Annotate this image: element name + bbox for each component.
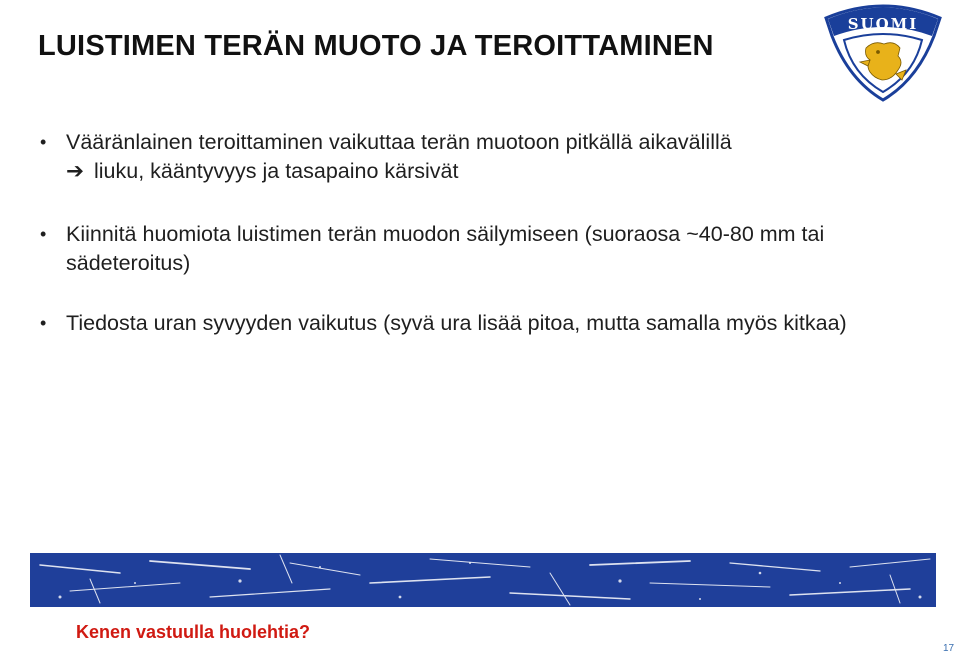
bullet-dot-icon: • [40,313,47,333]
bullet-item [38,128,928,157]
bullet-dot-icon: • [40,224,47,244]
bullet-item [38,309,928,338]
page-number: 17 [943,643,955,654]
bullet-text: Kiinnitä huomiota luistimen terän muodon säilymiseen (suoraosa ~40-80 mm tai sädeteroitus) [66,222,825,275]
footer-question: Kenen vastuulla huolehtia? [76,622,311,642]
finland-lion-shield-icon [822,0,944,102]
bullet-dot-icon: • [40,132,47,152]
bullet-text: Vääränlainen teroittaminen vaikuttaa terän muotoon pitkällä aikavälillä [66,130,732,154]
ice-scratch-texture [30,553,936,607]
ice-texture-banner [30,553,936,607]
logo-text: SUOMI [847,15,919,33]
bullet-item [38,220,928,278]
bullet-list [38,128,928,338]
bullet-subtext: liuku, kääntyvyys ja tasapaino kärsivät [94,159,459,183]
arrow-right-icon: ➔ [66,159,85,183]
bullet-subline [38,157,928,186]
slide-title: LUISTIMEN TERÄN MUOTO JA TEROITTAMINEN [38,30,714,62]
bullet-text: Tiedosta uran syvyyden vaikutus (syvä ura lisää pitoa, mutta samalla myös kitkaa) [66,311,847,335]
